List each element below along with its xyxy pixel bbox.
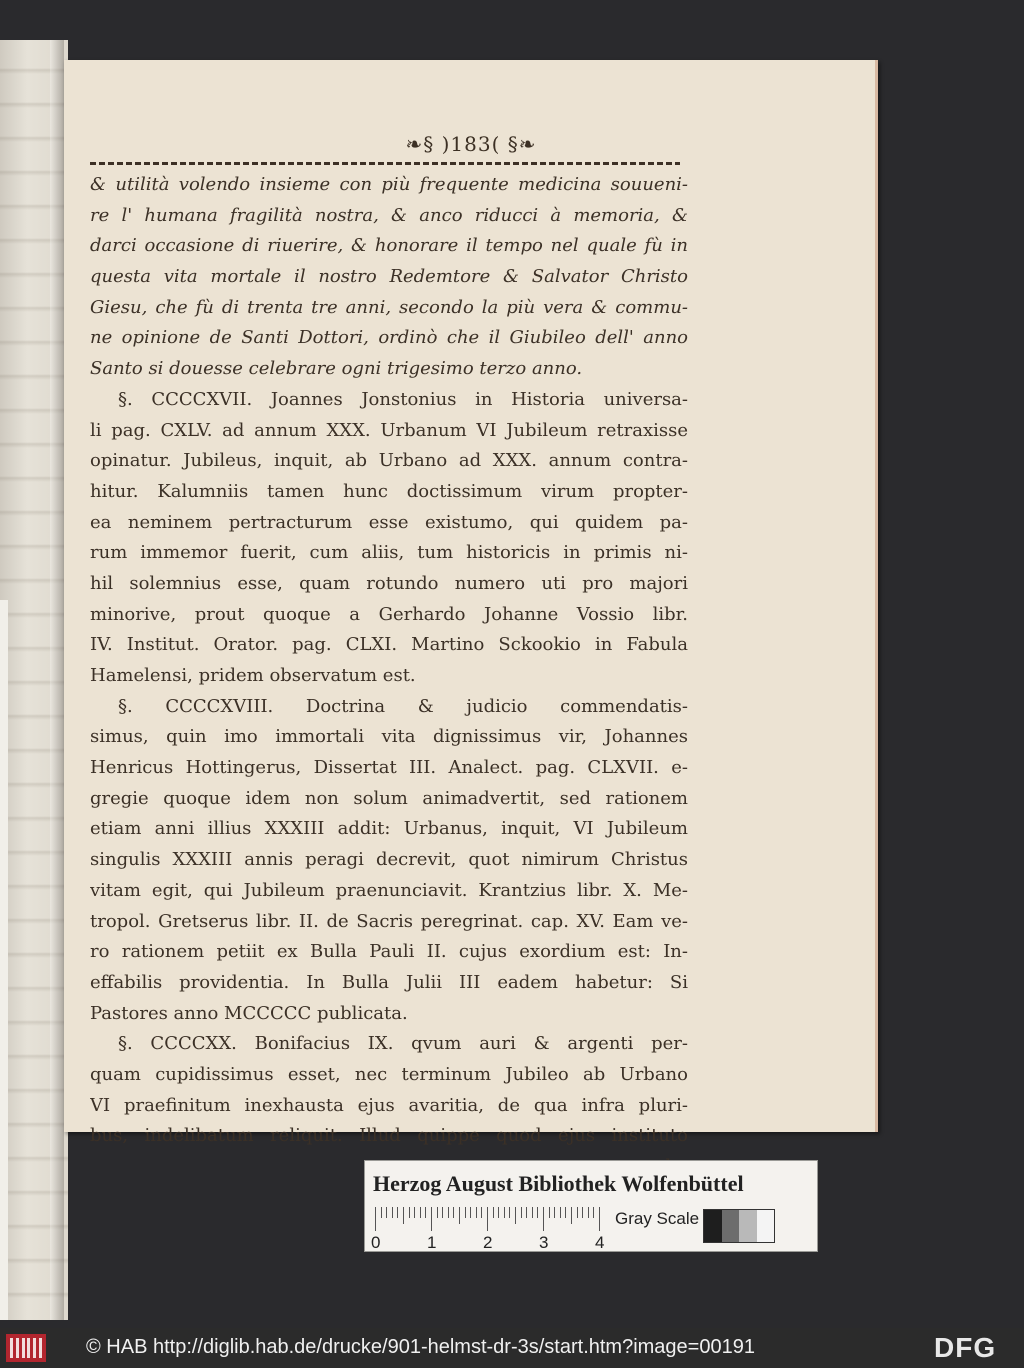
ruler-tick <box>420 1207 421 1218</box>
ruler-tick <box>375 1207 376 1231</box>
ruler-number: 0 <box>371 1233 381 1252</box>
text-line: hitur. Kalumniis tamen hunc doctissimum virum propter- <box>90 480 688 502</box>
text-line: ro rationem petiit ex Bulla Pauli II. cujus exordium est: In- <box>90 941 688 963</box>
ruler-tick <box>509 1207 510 1218</box>
text-line: Hamelensi, pridem observatum est. <box>90 665 416 686</box>
text-line: tropol. Gretserus libr. II. de Sacris peregrinat. cap. XV. Eam ve- <box>90 910 688 932</box>
text-line: ne opinione de Santi Dottori, ordinò che il Giubileo dell' anno <box>90 327 688 349</box>
ruler-tick <box>465 1207 466 1218</box>
text-line: ea neminem pertracturum esse existumo, qui quidem pa- <box>90 511 688 533</box>
ruler-tick <box>493 1207 494 1218</box>
ruler-tick <box>437 1207 438 1218</box>
gray-patch <box>739 1210 757 1242</box>
ruler-tick <box>425 1207 426 1218</box>
ruler-tick <box>470 1207 471 1218</box>
text-line: hil solemnius esse, quam rotundo numero uti pro majori <box>90 572 688 594</box>
paper-fringe <box>0 600 8 1320</box>
hab-logo-icon <box>6 1334 46 1362</box>
ruler-number: 2 <box>483 1233 493 1252</box>
footer-source-url[interactable]: © HAB http://diglib.hab.de/drucke/901-helmst-dr-3s/start.htm?image=00191 <box>86 1336 755 1358</box>
ruler-tick <box>537 1207 538 1218</box>
ruler-tick <box>577 1207 578 1218</box>
ruler-tick <box>560 1207 561 1218</box>
dfg-logo: DFG <box>934 1332 997 1363</box>
gray-patch <box>722 1210 740 1242</box>
ruler-tick <box>526 1207 527 1218</box>
text-line: effabilis providentia. In Bulla Julii III eadem habetur: Si <box>90 971 688 993</box>
gray-patch <box>704 1210 722 1242</box>
text-line: Henricus Hottingerus, Dissertat III. Analect. pag. CLXVII. e- <box>90 757 688 779</box>
ruler-tick <box>392 1207 393 1218</box>
text-line: etiam anni illius XXXIII addit: Urbanus, inquit, VI Jubileum <box>90 818 688 840</box>
gray-scale-patches <box>703 1209 775 1243</box>
text-line: Pastores anno MCCCCC publicata. <box>90 1002 408 1024</box>
text-line: §. CCCCXVII. Joannes Jonstonius in Historia universa- <box>118 388 688 410</box>
ruler-tick <box>588 1207 589 1218</box>
gray-scale-label: Gray Scale <box>615 1209 700 1228</box>
footer-bar <box>0 1328 1024 1368</box>
book-page <box>64 60 878 1147</box>
ruler-tick <box>448 1207 449 1218</box>
ruler-tick <box>498 1207 499 1218</box>
text-line: li pag. CXLV. ad annum XXX. Urbanum VI Jubileum retraxisse <box>90 419 688 441</box>
ruler-tick <box>409 1207 410 1218</box>
text-line: minorive, prout quoque a Gerhardo Johanne Vossio libr. <box>90 603 688 625</box>
book-binding <box>50 40 64 1320</box>
text-line: singulis XXXIII annis peragi decrevit, quot nimirum Christus <box>90 849 688 871</box>
ruler-tick <box>431 1207 432 1231</box>
ruler-tick <box>504 1207 505 1218</box>
text-line: quam cupidissimus esset, nec terminum Jubileo ab Urbano <box>90 1063 688 1085</box>
ruler-tick <box>554 1207 555 1218</box>
ruler-tick <box>459 1207 460 1224</box>
text-line: Santo si douesse celebrare ogni trigesimo terzo anno. <box>90 358 583 380</box>
ruler-tick <box>442 1207 443 1218</box>
text-line: VI praefinitum inexhausta ejus avaritia, de qua infra pluri- <box>90 1094 688 1116</box>
library-name: Herzog August Bibliothek Wolfenbüttel <box>373 1171 744 1196</box>
text-line: rum immemor fuerit, cum aliis, tum historicis in primis ni- <box>90 542 688 564</box>
text-line: gregie quoque idem non solum animadvertit, sed rationem <box>90 787 688 809</box>
ruler-tick <box>593 1207 594 1218</box>
ruler-tick <box>386 1207 387 1218</box>
text-line: darci occasione di riuerire, & honorare il tempo nel quale fù in <box>90 235 688 257</box>
ruler-tick <box>414 1207 415 1218</box>
text-line: Giesu, che fù di trenta tre anni, secondo la più vera & commu- <box>90 296 688 318</box>
text-line: IV. Institut. Orator. pag. CLXI. Martino Sckookio in Fabula <box>90 634 688 656</box>
ruler-tick <box>487 1207 488 1231</box>
text-line: opinatur. Jubileus, inquit, ab Urbano ad XXX. annum contra- <box>90 450 688 472</box>
ruler-number: 1 <box>427 1233 437 1252</box>
ruler-tick <box>403 1207 404 1224</box>
ruler-tick <box>582 1207 583 1218</box>
text-line: questa vita mortale il nostro Redemtore & Salvator Christo <box>90 266 688 288</box>
header-rule <box>90 162 680 165</box>
ruler-tick <box>565 1207 566 1218</box>
text-line: §. CCCCXVIII. Doctrina & judicio commendatis- <box>118 695 688 717</box>
text-line: vitam egit, qui Jubileum praenunciavit. Krantzius libr. X. Me- <box>90 879 688 901</box>
text-line: & utilità volendo insieme con più frequente medicina souueni- <box>90 174 688 195</box>
ruler-tick <box>549 1207 550 1218</box>
ruler-tick <box>599 1207 600 1231</box>
text-line: bus, indelibatum reliquit. Illud quippe quod ejus instituto <box>90 1125 688 1147</box>
ruler-tick <box>543 1207 544 1231</box>
ruler-tick <box>476 1207 477 1218</box>
library-label-card <box>364 1160 818 1252</box>
ruler-tick <box>532 1207 533 1218</box>
page-text <box>90 170 688 1183</box>
page-number-header: ❧§ )183( §❧ <box>405 132 537 156</box>
ruler-tick <box>481 1207 482 1218</box>
text-line: §. CCCCXX. Bonifacius IX. qvum auri & argenti per- <box>118 1033 688 1055</box>
ruler-number: 4 <box>595 1233 605 1252</box>
ruler-tick <box>453 1207 454 1218</box>
page-edge <box>875 60 878 1132</box>
ruler-tick <box>515 1207 516 1224</box>
ruler-tick <box>571 1207 572 1224</box>
gray-patch <box>757 1210 775 1242</box>
scale-ruler <box>371 1205 607 1252</box>
ruler-tick <box>397 1207 398 1218</box>
text-line: re l' humana fragilità nostra, & anco riducci à memoria, & <box>90 204 688 226</box>
ruler-tick <box>381 1207 382 1218</box>
text-line: simus, quin imo immortali vita dignissimus vir, Johannes <box>90 726 688 748</box>
ruler-tick <box>521 1207 522 1218</box>
ruler-number: 3 <box>539 1233 549 1252</box>
